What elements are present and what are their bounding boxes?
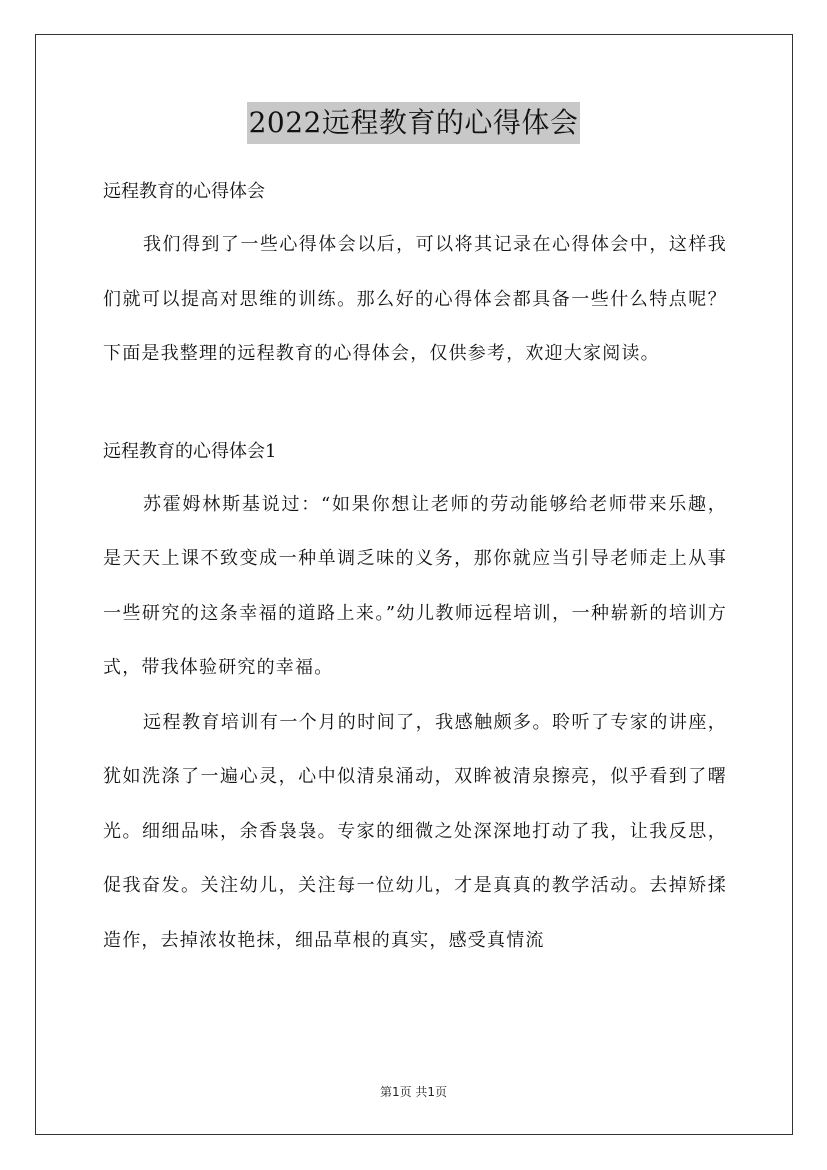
document-subtitle: 远程教育的心得体会 <box>103 181 265 202</box>
body-paragraph: 苏霍姆林斯基说过：“如果你想让老师的劳动能够给老师带来乐趣，是天天上课不致变成一种单调乏味的义务，那你就应当引导老师走上从事一些研究的这条幸福的道路上来。”幼儿教师远程培训，一种崭新的培训方式，带我体验研究的幸福。 <box>103 493 727 678</box>
page-number-footer: 第1页 共1页 <box>379 1085 448 1099</box>
document-body <box>103 166 727 968</box>
body-paragraph: 远程教育培训有一个月的时间了，我感触颇多。聆听了专家的讲座，犹如洗涤了一遍心灵，心中似清泉涌动，双眸被清泉擦亮，似乎看到了曙光。细细品味，余香袅袅。专家的细微之处深深地打动了我，让我反思，促我奋发。关注幼儿，关注每一位幼儿，才是真真的教学活动。去掉矫揉造作，去掉浓妆艳抹，细品草根的真实，感受真情流 <box>103 711 727 951</box>
document-title-text: 2022远程教育的心得体会 <box>247 102 581 144</box>
section-spacer <box>103 382 727 426</box>
document-title <box>0 102 827 144</box>
section-heading: 远程教育的心得体会1 <box>103 440 277 462</box>
intro-paragraph: 我们得到了一些心得体会以后，可以将其记录在心得体会中，这样我们就可以提高对思维的训练。那么好的心得体会都具备一些什么特点呢？下面是我整理的远程教育的心得体会，仅供参考，欢迎大家阅读。 <box>103 234 727 364</box>
